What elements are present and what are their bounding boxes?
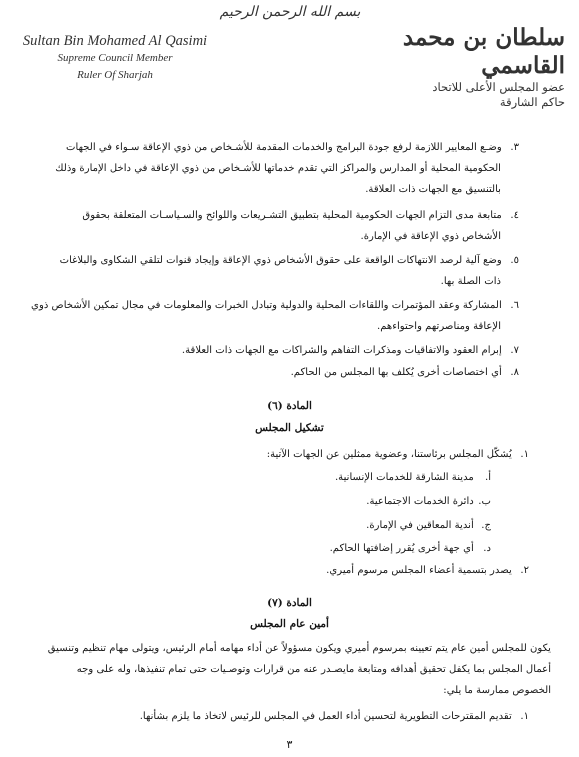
list-item: ٧. إبرام العقود والاتفاقيات ومذكرات التفاهم والشراكات مع الجهات ذات العلاقة. xyxy=(181,345,519,356)
council-title-ar: عضو المجلس الأعلى للاتحاد xyxy=(432,80,565,94)
basmala-calligraphy: بسم الله الرحمن الرحيم xyxy=(219,4,361,20)
sub-list-item: د. أي جهة أخرى يُقرر إضافتها الحاكم. xyxy=(329,543,491,554)
council-title-en: Supreme Council Member xyxy=(57,52,173,64)
ruler-name-ar: سلطان بن محمد القاسمي xyxy=(402,24,565,79)
sub-list-item: أ. مدينة الشارقة للخدمات الإنسانية. xyxy=(334,472,491,483)
article-7-title: المادة (٧) xyxy=(267,597,312,609)
list-item: ٨. أي اختصاصات أخرى يُكلف بها المجلس من الحاكم. xyxy=(290,367,519,378)
article-6-subtitle: تشكيل المجلس xyxy=(255,422,324,434)
article-7-paragraph: يكون للمجلس أمين عام يتم تعيينه بمرسوم أميري ويكون مسؤولاً عن أداء مهامه أمام الرئيس، ويتولى مهام تنظيم وتنسيق أعمال المجلس بما يكفل تحقيق أهدافه ومتابعة مايصـدر عنه من قرارات وتوصـيات حتى تمام تنفيذها، وله على وجه الخصوص ممارسة ما يلي: xyxy=(47,643,551,696)
sub-list-item: ب. دائرة الخدمات الاجتماعية. xyxy=(366,496,491,507)
sub-list-item: ج. أندية المعاقين في الإمارة. xyxy=(366,520,491,531)
article-7-subtitle: أمين عام المجلس xyxy=(250,618,329,630)
page-number: ٣ xyxy=(286,738,293,751)
list-item: ٢. يصدر بتسمية أعضاء المجلس مرسوم أميري. xyxy=(326,565,529,576)
list-item: ٣. وضـع المعايير اللازمة لرفع جودة البرامج والخدمات المقدمة للأشـخاص من ذوي الإعاقة سـواء في الجهات الحكومية المحلية أو المدارس والمراكز التي تقدم خدماتها للأشـخاص من ذوي الإعاقة في داخل الإمارة وذلك بالتنسيق مع الجهات ذات العلاقة. xyxy=(55,142,519,195)
list-item: ٥. وضع آلية لرصد الانتهاكات الواقعة على حقوق الأشخاص ذوي الإعاقة وإيجاد قنوات لتلقي الشكاوى والبلاغات ذات الصلة بها. xyxy=(59,255,519,287)
article-6-title: المادة (٦) xyxy=(267,400,312,412)
list-item: ١. يُشكّل المجلس برئاستنا، وعضوية ممثلين عن الجهات الآتية: xyxy=(266,449,529,460)
ruler-title-en: Ruler Of Sharjah xyxy=(77,69,153,81)
english-letterhead xyxy=(10,32,220,84)
list-item: ٦. المشاركة وعقد المؤتمرات واللقاءات المحلية والدولية وتبادل الخبرات والمعلومات في مجال تمكين الأشخاص ذوي الإعاقة ومناصرتهم واحتواءهم. xyxy=(31,300,519,332)
list-item: ١. تقديم المقترحات التطويرية لتحسين أداء العمل في المجلس للرئيس لاتخاذ ما يلزم بشأنها. xyxy=(139,711,529,722)
ruler-name-en: Sultan Bin Mohamed Al Qasimi xyxy=(22,33,208,49)
list-item: ٤. متابعة مدى التزام الجهات الحكومية المحلية بتطبيق التشـريعات واللوائح والسـياسـات المتعلقة بحقوق الأشخاص ذوي الإعاقة في الإمارة. xyxy=(82,210,519,242)
ruler-title-ar: حاكم الشارقة xyxy=(499,95,565,109)
arabic-letterhead xyxy=(365,24,565,110)
